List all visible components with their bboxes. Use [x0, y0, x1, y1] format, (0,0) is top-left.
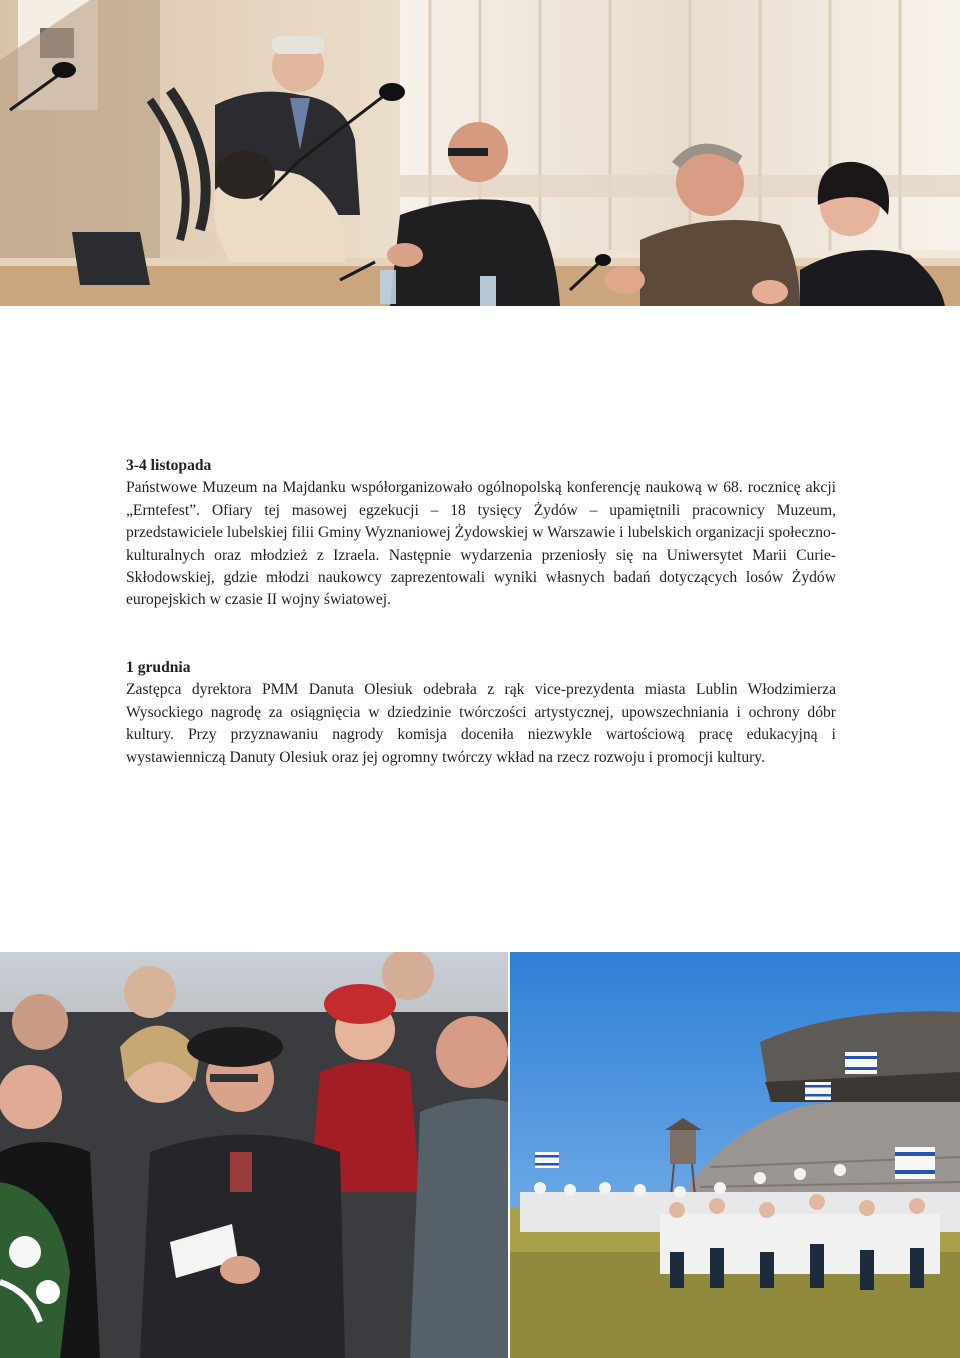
event-description: Państwowe Muzeum na Majdanku współorganizowało ogólnopolską konferencję naukową w 68. rocznicę akcji „Erntefest”. Ofiary tej masowej egzekucji – 18 tysięcy Żydów – upamiętnili pracownicy Muzeum, przedstawiciele lubelskiej filii Gminy Wyznaniowej Żydowskiej w Warszawie i lubelskich organizacji społeczno-kulturalnych oraz młodzież z Izraela. Następnie wydarzenia przeniosły się na Uniwersytet Marii Curie-Skłodowskiej, gdzie młodzi naukowcy zaprezentowali wyniki własnych badań dotyczących losów Żydów europejskich w czasie II wojny światowej.: [126, 479, 836, 609]
mausoleum-flags-photo: [510, 952, 960, 1358]
event-date-heading: 3-4 listopada: [126, 457, 212, 474]
event-description: Zastępca dyrektora PMM Danuta Olesiuk odebrała z rąk vice-prezydenta miasta Lublin Włodzimierza Wysockiego nagrodę za osiągnięcia w dziedzinie twórczości artystycznej, upowszechniania i ochrony dóbr kultury. Przy przyznawaniu nagrody komisja doceniła niezwykle wartościową pracę edukacyjną i wystawienniczą Danuty Olesiuk oraz jej ogromny twórczy wkład na rzecz rozwoju i promocji kultury.: [126, 681, 836, 766]
commemoration-crowd-photo: [0, 952, 508, 1358]
conference-photo: [0, 0, 960, 306]
event-section-award: [126, 657, 836, 769]
event-section-conference: [126, 455, 836, 612]
event-date-heading: 1 grudnia: [126, 659, 191, 676]
